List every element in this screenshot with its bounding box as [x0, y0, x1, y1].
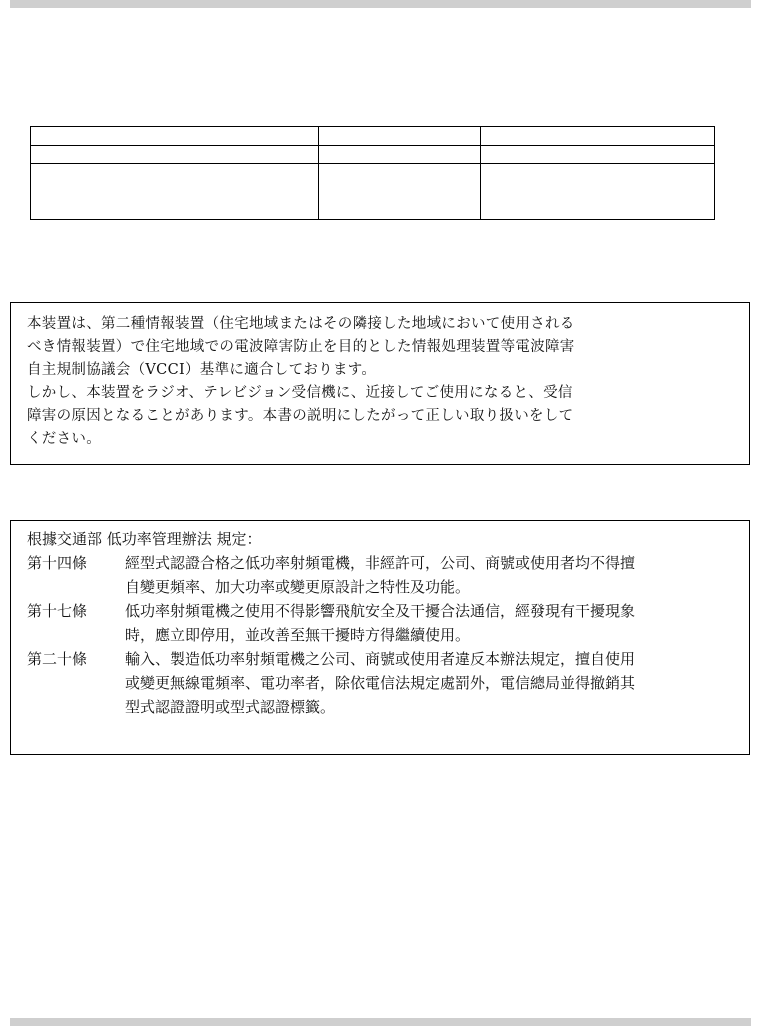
article-label: 第十四條 — [27, 554, 88, 572]
regulation-heading: 根據交通部 低功率管理辦法 規定： — [27, 530, 262, 548]
article-label: 第十七條 — [27, 602, 88, 620]
article-line: 自變更頻率、加大功率或變更原設計之特性及功能。 — [125, 578, 471, 596]
notice-line: 自主規制協議会（VCCI）基準に適合しております。 — [27, 362, 377, 378]
table-cell — [31, 146, 319, 164]
article-line: 型式認證證明或型式認證標籤。 — [125, 698, 336, 716]
notice-line: ください。 — [27, 431, 101, 447]
page-bottom-bar — [10, 1018, 751, 1026]
notice-line: べき情報装置）で住宅地域での電波障害防止を目的とした情報処理装置等電波障害 — [27, 339, 575, 355]
table-row — [31, 164, 715, 220]
table-cell — [481, 127, 715, 146]
vcci-notice-text — [27, 313, 617, 451]
article-line: 時，應立即停用，並改善至無干擾時方得繼續使用。 — [125, 626, 471, 644]
table-row — [31, 146, 715, 164]
article-line: 或變更無線電頻率、電功率者，除依電信法規定處罰外，電信總局並得撤銷其 — [125, 674, 636, 692]
table-cell — [481, 146, 715, 164]
article-body — [125, 599, 705, 647]
notice-line: 障害の原因となることがあります。本書の説明にしたがって正しい取り扱いをして — [27, 408, 574, 424]
empty-table — [30, 126, 715, 220]
table-cell — [319, 127, 481, 146]
table-cell — [319, 164, 481, 220]
article-body — [125, 647, 705, 719]
article-line: 低功率射頻電機之使用不得影響飛航安全及干擾合法通信，經發現有干擾現象 — [125, 602, 636, 620]
article-body — [125, 551, 705, 599]
article-label: 第二十條 — [27, 650, 88, 668]
table-cell — [31, 127, 319, 146]
taiwan-regulation-box — [10, 520, 750, 755]
article-line: 經型式認證合格之低功率射頻電機，非經許可，公司、商號或使用者均不得擅 — [125, 554, 636, 572]
table-cell — [481, 164, 715, 220]
table-cell — [31, 164, 319, 220]
vcci-notice-box — [10, 302, 750, 465]
notice-line: 本装置は、第二種情報装置（住宅地域またはその隣接した地域において使用される — [27, 316, 575, 332]
table-cell — [319, 146, 481, 164]
table-row — [31, 127, 715, 146]
page-top-bar — [10, 0, 751, 8]
notice-line: しかし、本装置をラジオ、テレビジョン受信機に、近接してご使用になると、受信 — [27, 385, 573, 401]
article-line: 輸入、製造低功率射頻電機之公司、商號或使用者違反本辦法規定，擅自使用 — [125, 650, 636, 668]
